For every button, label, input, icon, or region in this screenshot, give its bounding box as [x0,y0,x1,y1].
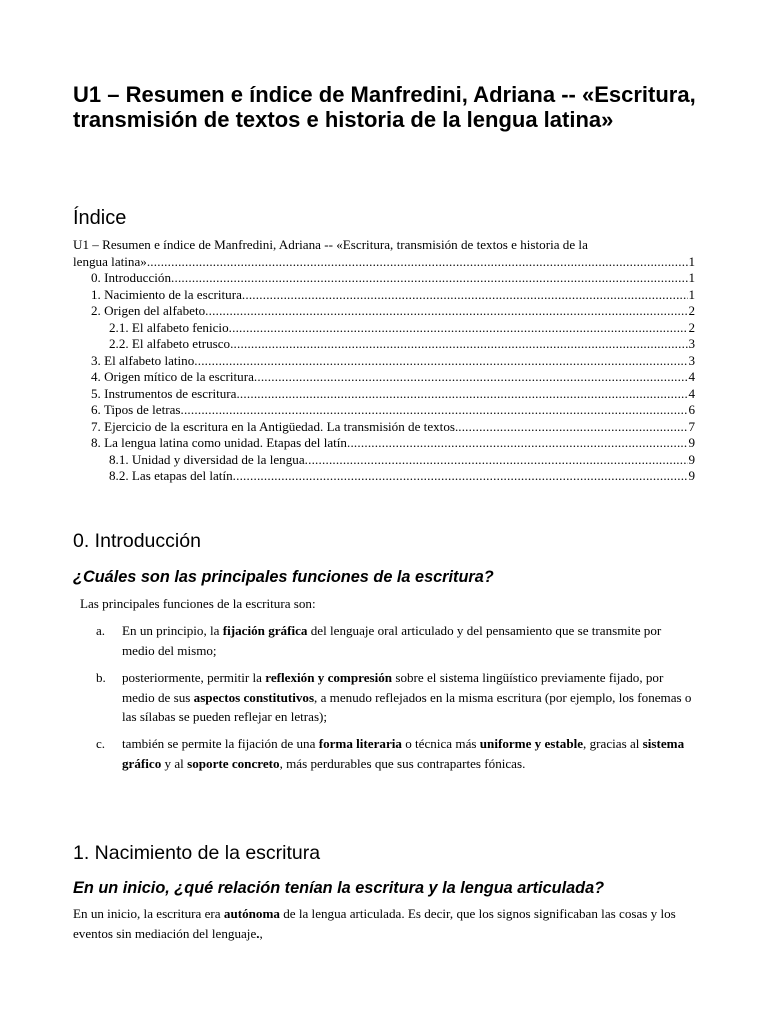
list-item-text: también se permite la fijación de una forma literaria o técnica más uniforme y estable, gracias al sistema gráfico y al soporte concreto, más perdurables que sus contrapartes fónicas. [122,736,685,771]
toc-entry-label: 2. Origen del alfabeto [91,303,206,318]
toc-leader-dots [233,468,689,485]
toc-leader-dots [347,435,688,452]
section-0-intro: Las principales funciones de la escritura son: [80,596,316,611]
toc-entry-instrumentos[interactable] [73,386,695,403]
toc-leader-dots [305,452,689,469]
toc-leader-dots [205,303,688,320]
list-item-c [96,734,696,773]
toc-entry-unidad-diversidad[interactable] [73,452,695,469]
toc-entry-title-line1: U1 – Resumen e índice de Manfredini, Adriana -- «Escritura, transmisión de textos e historia de la [73,237,588,252]
toc-entry-title[interactable] [73,237,695,270]
toc-entry-label: 8. La lengua latina como unidad. Etapas del latín [91,435,347,450]
section-0-heading: 0. Introducción [73,530,201,552]
toc-entry-etapas-latin[interactable] [73,468,695,485]
section-1-heading: 1. Nacimiento de la escritura [73,842,321,864]
toc-entry-alfabeto-latino[interactable] [73,353,695,370]
list-item-text: posteriormente, permitir la reflexión y compresión sobre el sistema lingüístico previamente fijado, por medio de sus aspectos constitutivos, a menudo reflejados en la misma escritura (por ejemplo, los fonemas o las sílabas se pueden reflejar en letras); [122,670,692,724]
section-0-question: ¿Cuáles son las principales funciones de la escritura? [73,568,494,586]
list-item-a [96,621,696,660]
toc-entry-origen-mitico[interactable] [73,369,695,386]
toc-entry-lengua-latina[interactable] [73,435,695,452]
list-marker: a. [96,623,106,638]
list-item-text: En un principio, la fijación gráfica del lenguaje oral articulado y del pensamiento que se transmite por medio del mismo; [122,623,662,658]
toc-page-number: 9 [688,435,695,450]
section-1-paragraph: En un inicio, la escritura era autónoma de la lengua articulada. Es decir, que los signos significaban las cosas y los eventos sin mediación del lenguaje., [73,906,676,941]
toc-page-number: 9 [688,451,695,467]
toc-page-number: 4 [688,385,695,401]
toc-entry-label: 2.2. El alfabeto etrusco [109,336,231,351]
document-title: U1 – Resumen e índice de Manfredini, Adriana -- «Escritura, transmisión de textos e historia de la lengua latina» [73,82,696,132]
toc-leader-dots [194,353,688,370]
toc-entry-alfabeto-fenicio[interactable] [73,320,695,337]
toc-page-number: 9 [688,468,695,483]
section-1-question: En un inicio, ¿qué relación tenían la escritura y la lengua articulada? [73,879,605,897]
toc-page-number: 3 [688,336,695,351]
toc-entry-label: 2.1. El alfabeto fenicio [109,319,229,335]
toc-page-number: 1 [688,253,695,269]
toc-entry-label: 5. Instrumentos de escritura [91,385,237,401]
toc-leader-dots [236,386,688,403]
table-of-contents [73,237,695,485]
toc-entry-origen-alfabeto[interactable] [73,303,695,320]
toc-entry-label: 4. Origen mítico de la escritura [91,369,254,384]
toc-page-number: 3 [688,352,695,368]
toc-entry-label: 0. Introducción [91,270,171,285]
toc-page-number: 7 [688,418,695,434]
toc-entry-ejercicio[interactable] [73,419,695,436]
toc-leader-dots [180,402,688,419]
toc-leader-dots [242,287,689,304]
toc-entry-label: 6. Tipos de letras [91,402,181,417]
toc-entry-tipos-letras[interactable] [73,402,695,419]
toc-entry-label: 8.1. Unidad y diversidad de la lengua [109,451,305,467]
toc-leader-dots [230,336,688,353]
toc-leader-dots [229,320,689,337]
list-marker: c. [96,736,106,751]
toc-entry-nacimiento[interactable] [73,287,695,304]
toc-entry-alfabeto-etrusco[interactable] [73,336,695,353]
toc-entry-label: 7. Ejercicio de la escritura en la Antigüedad. La transmisión de textos. [91,418,459,434]
toc-page-number: 1 [688,270,695,285]
list-marker: b. [96,670,106,685]
toc-entry-label: 1. Nacimiento de la escritura [91,286,242,302]
toc-page-number: 1 [688,286,695,302]
toc-leader-dots [147,254,689,271]
list-item-b [96,668,696,727]
toc-entry-label: 3. El alfabeto latino [91,352,195,368]
toc-page-number: 6 [688,402,695,417]
toc-entry-label: 8.2. Las etapas del latín [109,468,233,483]
toc-entry-introduccion[interactable] [73,270,695,287]
toc-page-number: 4 [688,369,695,384]
toc-leader-dots [254,369,689,386]
toc-entry-title-line2: lengua latina» [73,253,147,269]
toc-page-number: 2 [688,319,695,335]
index-heading: Índice [73,207,127,229]
toc-leader-dots [171,270,688,287]
toc-leader-dots [458,419,688,436]
toc-page-number: 2 [688,303,695,318]
